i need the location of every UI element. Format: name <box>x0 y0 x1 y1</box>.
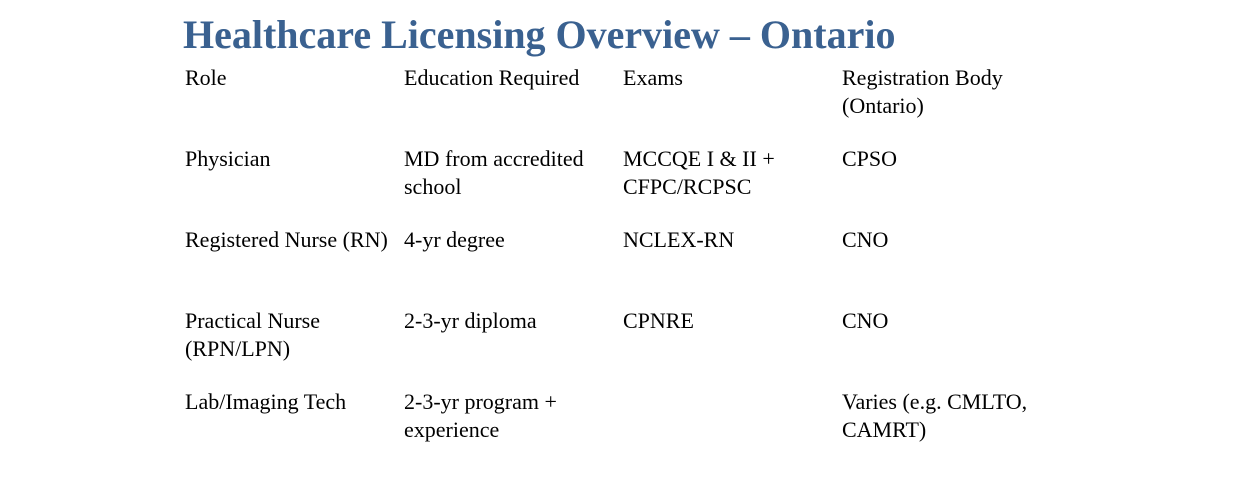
cell-education: 2-3-yr program + experience <box>404 389 557 442</box>
licensing-table <box>185 64 1066 458</box>
table-row <box>185 226 1066 307</box>
table-row <box>185 145 1066 226</box>
cell-exams: CPNRE <box>623 308 694 333</box>
cell-exams <box>623 388 842 458</box>
cell-registration-body: CPSO <box>842 146 898 171</box>
table-row <box>185 307 1066 388</box>
cell-role: Physician <box>185 146 271 171</box>
table-header <box>185 64 1066 145</box>
header-row <box>185 64 1066 145</box>
cell-role: Registered Nurse (RN) <box>185 227 388 252</box>
cell-exams: NCLEX-RN <box>623 227 735 252</box>
column-header-education: Education Required <box>404 65 580 90</box>
cell-role: Lab/Imaging Tech <box>185 389 347 414</box>
column-header-registration-body: Registration Body (Ontario) <box>842 65 1003 118</box>
column-header-role: Role <box>185 65 227 90</box>
column-header-exams: Exams <box>623 65 683 90</box>
cell-education: 2-3-yr diploma <box>404 308 537 333</box>
cell-role: Practical Nurse (RPN/LPN) <box>185 308 320 361</box>
cell-education: MD from accredited school <box>404 146 584 199</box>
cell-registration-body: CNO <box>842 227 889 252</box>
table-row <box>185 388 1066 458</box>
page-title: Healthcare Licensing Overview – Ontario <box>183 12 896 57</box>
cell-registration-body: Varies (e.g. CMLTO, CAMRT) <box>842 389 1028 442</box>
cell-education: 4-yr degree <box>404 227 505 252</box>
table-body <box>185 145 1066 458</box>
cell-registration-body: CNO <box>842 308 889 333</box>
cell-exams: MCCQE I & II + CFPC/RCPSC <box>623 146 775 199</box>
